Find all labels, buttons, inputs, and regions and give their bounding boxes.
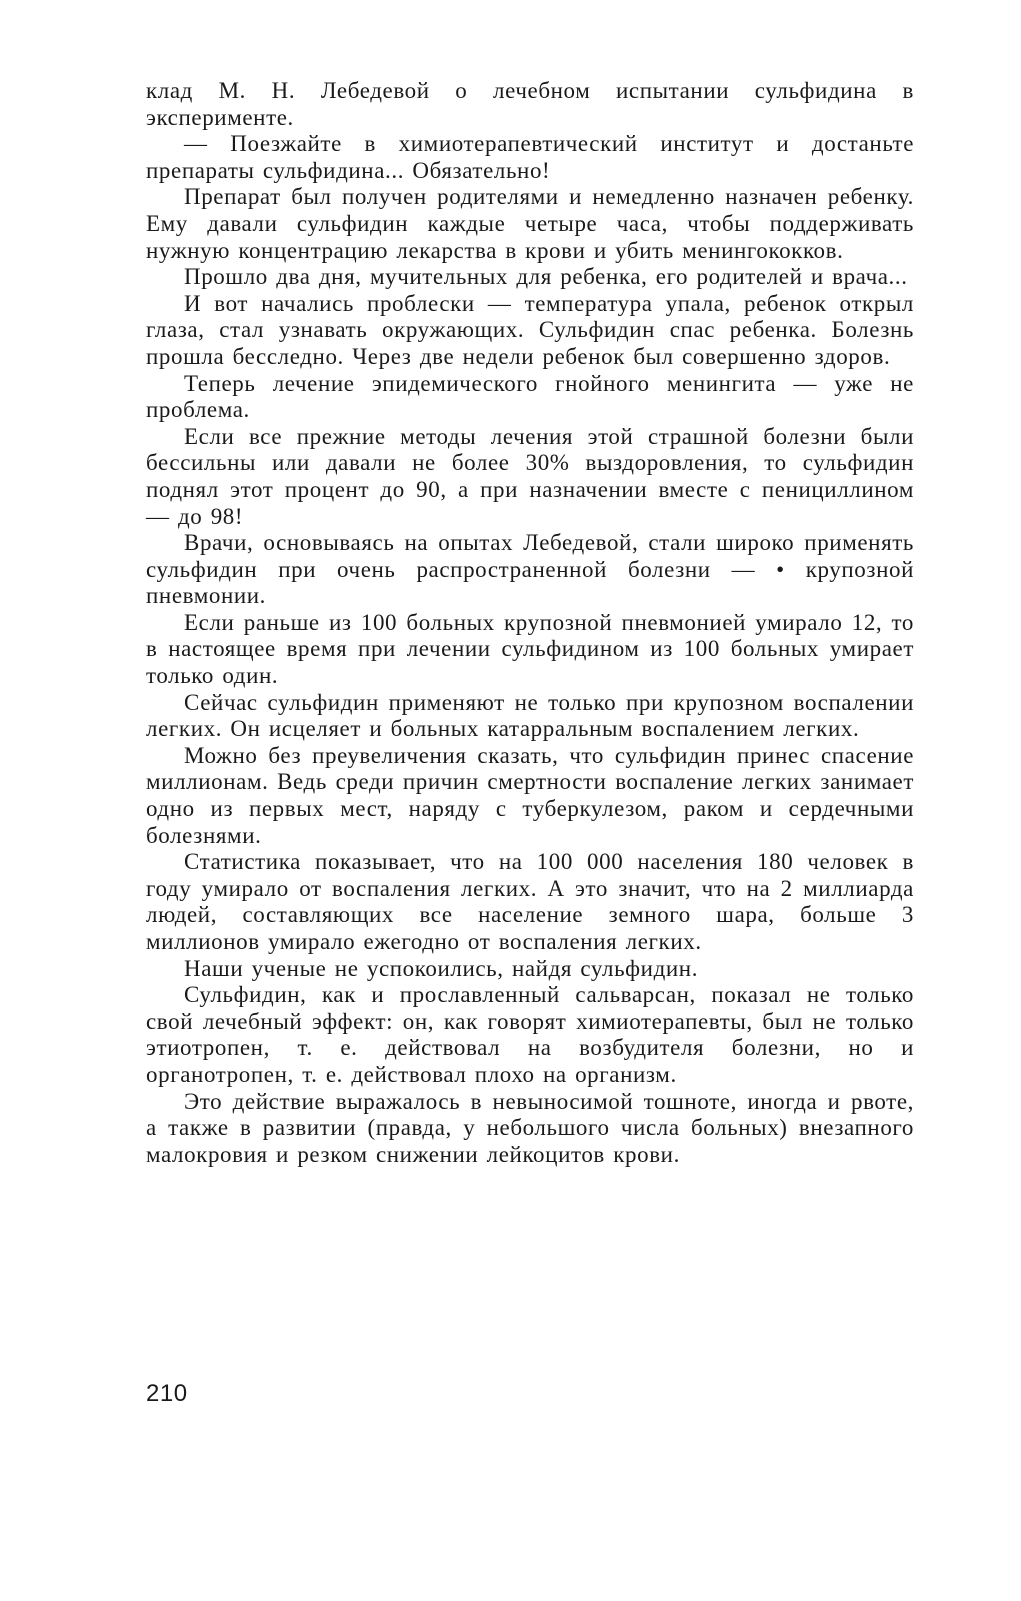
paragraph-7: Если все прежние методы лечения этой страшной болезни были бессильны или давали не более 30% выздоровления, то сульфидин поднял этот процент до 90, а при назначении вместе с пенициллином — до 98!: [146, 423, 914, 529]
paragraph-14: Сульфидин, как и прославленный сальварсан, показал не только свой лечебный эффект: он, как говорят химиотерапевты, был не только этиотропен, т. е. действовал на возбудителя болезни, но и органотропен, т. е. действовал плохо на организм.: [146, 982, 914, 1087]
paragraph-15: Это действие выражалось в невыносимой тошноте, иногда и рвоте, а также в развитии (правда, у небольшого числа больных) внезапного малокровия и резком снижении лейкоцитов крови.: [146, 1088, 914, 1167]
paragraph-10: Сейчас сульфидин применяют не только при крупозном воспалении легких. Он исцеляет и больных катарральным воспалением легких.: [146, 689, 914, 742]
paragraph-6: Теперь лечение эпидемического гнойного менингита — уже не проблема.: [146, 370, 914, 423]
paragraph-1: клад М. Н. Лебедевой о лечебном испытании сульфидина в эксперименте.: [146, 78, 914, 130]
page-body: [146, 78, 914, 1168]
paragraph-11: Можно без преувеличения сказать, что сульфидин принес спасение миллионам. Ведь среди причин смертности воспаление легких занимает одно из первых мест, наряду с туберкулезом, раком и сердечными болезнями.: [146, 742, 914, 848]
page-number: 210: [146, 1380, 188, 1407]
paragraph-3: Препарат был получен родителями и немедленно назначен ребенку. Ему давали сульфидин каждые четыре часа, чтобы поддерживать нужную концентрацию лекарства в крови и убить менингококков.: [146, 184, 914, 263]
paragraph-8: Врачи, основываясь на опытах Лебедевой, стали широко применять сульфидин при очень распространенной болезни — • крупозной пневмонии.: [146, 530, 914, 609]
paragraph-5: И вот начались проблески — температура упала, ребенок открыл глаза, стал узнавать окружающих. Сульфидин спас ребенка. Болезнь прошла бесследно. Через две недели ребенок был совершенно здоров.: [146, 290, 914, 369]
paragraph-4: Прошло два дня, мучительных для ребенка, его родителей и врача...: [184, 264, 908, 290]
paragraph-9: Если раньше из 100 больных крупозной пневмонией умирало 12, то в настоящее время при лечении сульфидином из 100 больных умирает только один.: [146, 609, 914, 689]
paragraph-12: Статистика показывает, что на 100 000 населения 180 человек в году умирало от воспаления легких. А это значит, что на 2 миллиарда людей, составляющих все население земного шара, больше 3 миллионов умирало ежегодно от воспаления легких.: [146, 849, 914, 954]
paragraph-2: — Поезжайте в химиотерапевтический институт и достаньте препараты сульфидина... Обязательно!: [146, 131, 914, 183]
paragraph-13: Наши ученые не успокоились, найдя сульфидин.: [184, 955, 699, 981]
